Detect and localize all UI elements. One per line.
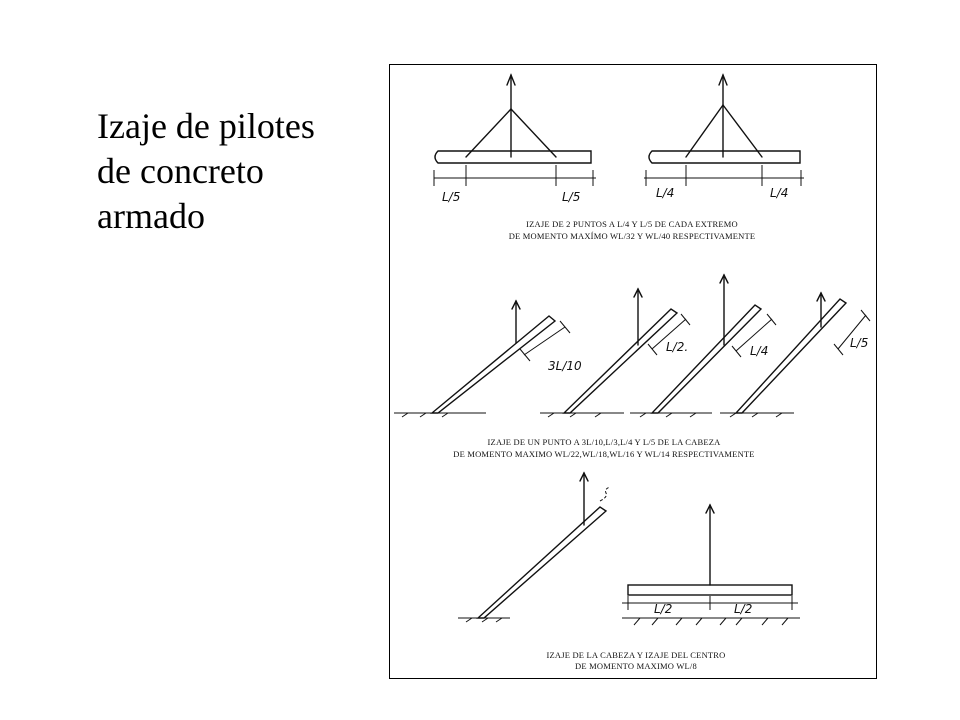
one-point-lift-l3 <box>564 289 690 413</box>
label-l4-right: L/4 <box>770 186 789 200</box>
caption-two-point-line-1: IZAJE DE 2 PUNTOS A L/4 Y L/5 DE CADA EXTREMO <box>526 219 738 229</box>
caption-one-point-line-1: IZAJE DE UN PUNTO A 3L/10,L/3,L/4 Y L/5 DE LA CABEZA <box>487 437 721 447</box>
pile-head-marker <box>600 487 610 501</box>
pile-horizontal <box>435 151 591 163</box>
label-l2: L/2. <box>666 340 689 354</box>
two-point-lift-l5 <box>434 75 596 204</box>
caption-head-center-line-1: IZAJE DE LA CABEZA Y IZAJE DEL CENTRO <box>546 650 726 660</box>
pile-horizontal <box>649 151 800 163</box>
label-l4-one-point: L/4 <box>750 344 769 358</box>
caption-head-center-line-2: DE MOMENTO MAXIMO WL/8 <box>575 661 697 671</box>
sling-right <box>511 109 556 157</box>
two-point-lift-l4 <box>644 75 804 200</box>
sling-left <box>686 105 723 157</box>
label-l5-left: L/5 <box>442 190 461 204</box>
pile-inclined-head-lift <box>478 507 606 618</box>
title-line-2: de concreto <box>97 151 264 191</box>
slide-title <box>97 104 377 239</box>
label-l2-left: L/2 <box>654 602 673 616</box>
caption-two-point-line-2: DE MOMENTO MAXÍMO WL/32 Y WL/40 RESPECTIVAMENTE <box>508 231 756 241</box>
sling-right <box>723 105 762 157</box>
pile-lifting-diagram-sheet <box>389 64 877 679</box>
one-point-lift-3l10 <box>432 301 582 413</box>
sling-left <box>466 109 511 157</box>
label-l2-right: L/2 <box>734 602 753 616</box>
caption-one-point-line-2: DE MOMENTO MAXIMO WL/22,WL/18,WL/16 Y WL/14 RESPECTIVAMENTE <box>453 449 755 459</box>
label-l5-right: L/5 <box>562 190 581 204</box>
pile-lifting-diagram <box>390 65 878 680</box>
ground-line-section-2 <box>394 413 794 417</box>
head-lift <box>458 473 610 622</box>
label-l5-one-point: L/5 <box>850 336 869 350</box>
center-lift <box>622 505 800 625</box>
pile-horizontal-center-lift <box>628 585 792 595</box>
pile-inclined <box>432 316 555 413</box>
label-l4-left: L/4 <box>656 186 675 200</box>
title-line-1: Izaje de pilotes <box>97 106 315 146</box>
label-3l10: 3L/10 <box>548 359 582 373</box>
title-line-3: armado <box>97 196 205 236</box>
